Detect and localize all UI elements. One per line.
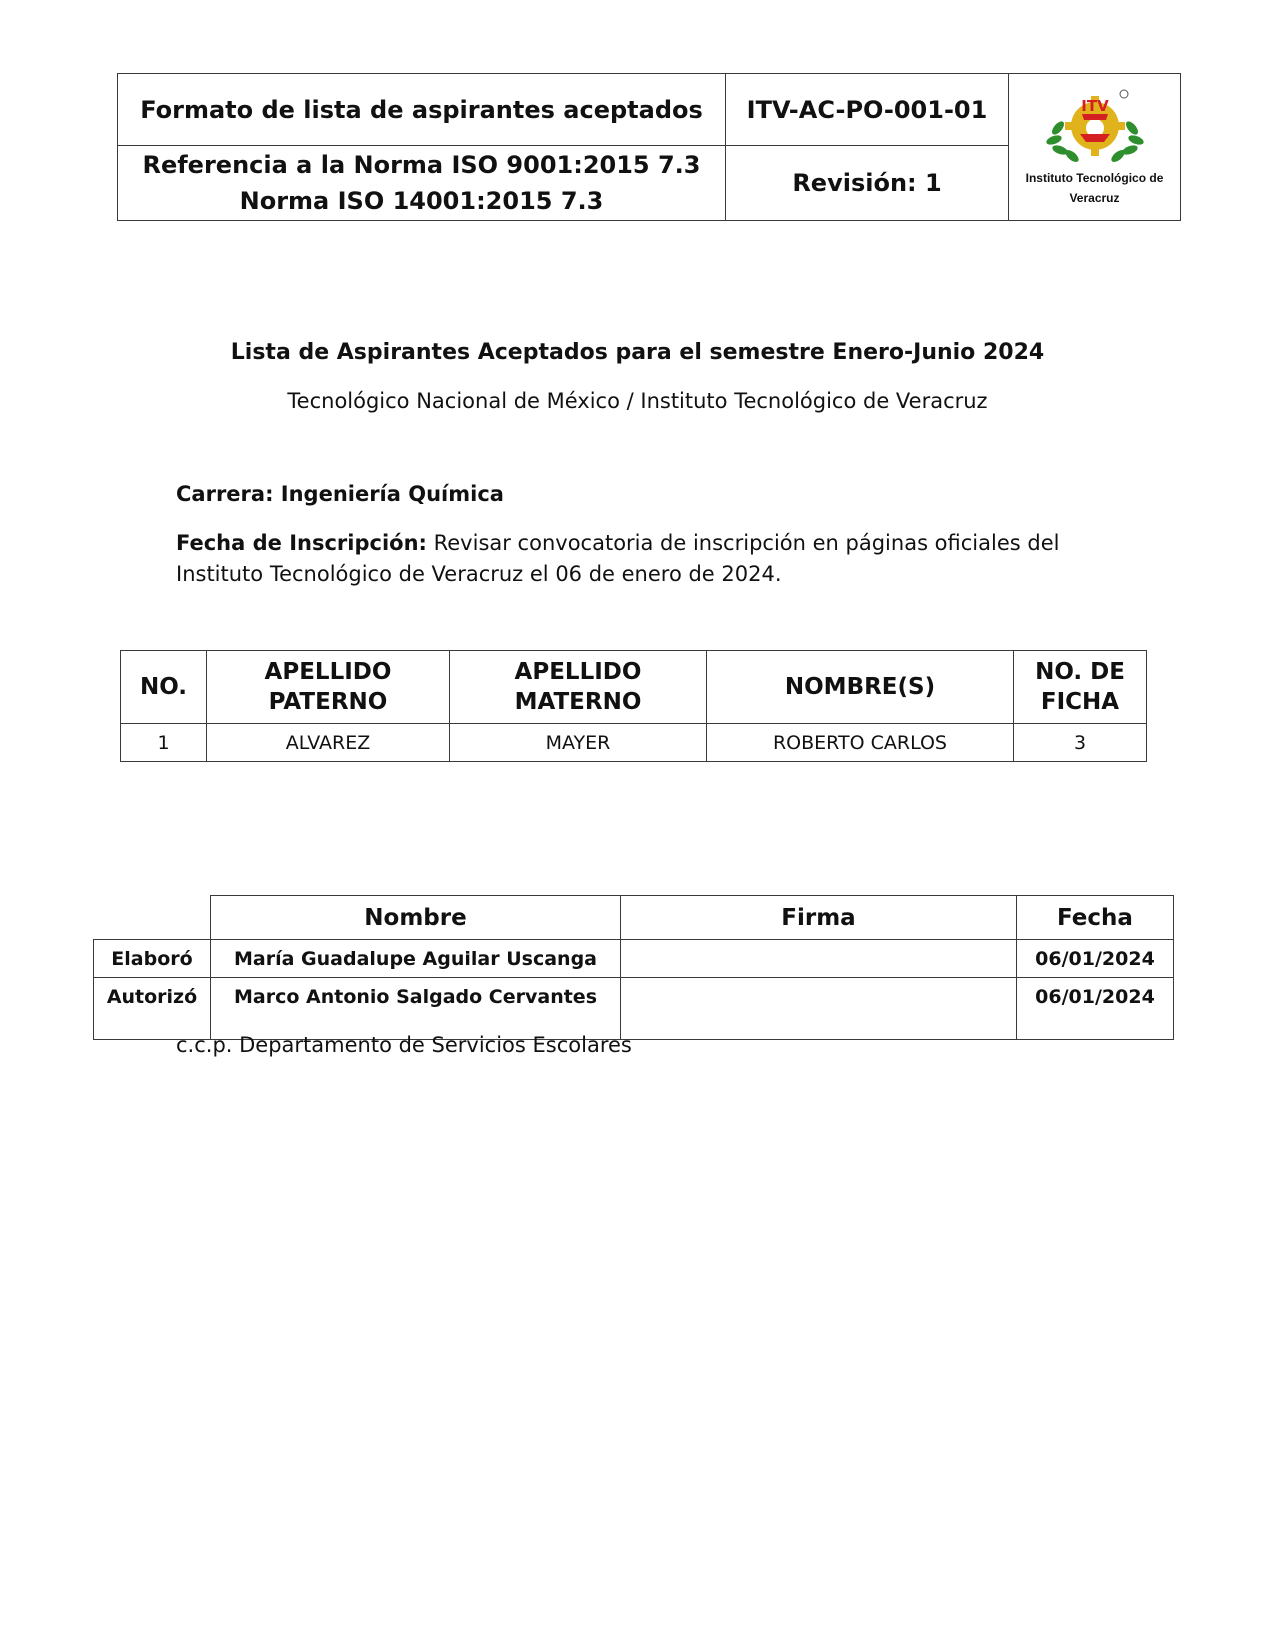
column-header: Nombre <box>211 896 621 940</box>
applicant-number: 1 <box>121 724 207 762</box>
applicants-header-row <box>121 651 1147 724</box>
logo-cell <box>1009 74 1181 221</box>
column-header: NO. <box>121 651 207 724</box>
signatures-header-row <box>94 896 1174 940</box>
document-subtitle: Tecnológico Nacional de México / Instituto Tecnológico de Veracruz <box>287 389 988 413</box>
enrollment-text: Revisar convocatoria de inscripción en páginas oficiales del Instituto Tecnológico de Veracruz el 06 de enero de 2024. <box>176 531 1060 586</box>
signature-role: Autorizó <box>94 978 211 1040</box>
signature-role: Elaboró <box>94 940 211 978</box>
column-header: APELLIDO MATERNO <box>450 651 707 724</box>
document-code: ITV-AC-PO-001-01 <box>726 74 1009 146</box>
table-row <box>94 978 1174 1040</box>
iso-reference-line-2: Norma ISO 14001:2015 7.3 <box>239 187 604 215</box>
column-header: APELLIDO PATERNO <box>207 651 450 724</box>
signature-field <box>621 940 1017 978</box>
empty-corner-cell <box>94 896 211 940</box>
signature-date: 06/01/2024 <box>1017 978 1174 1040</box>
applicants-table <box>120 650 1147 762</box>
table-row <box>121 724 1147 762</box>
applicant-maternal-surname: MAYER <box>450 724 707 762</box>
applicant-given-names: ROBERTO CARLOS <box>707 724 1014 762</box>
form-title: Formato de lista de aspirantes aceptados <box>118 74 726 146</box>
career: Carrera: Ingeniería Química <box>176 482 504 506</box>
logo-lettering: ITV <box>1080 97 1109 115</box>
column-header: Firma <box>621 896 1017 940</box>
signatory-name: Marco Antonio Salgado Cervantes <box>211 978 621 1040</box>
institute-caption: Instituto Tecnológico de Veracruz <box>1025 171 1164 205</box>
revision: Revisión: 1 <box>726 146 1009 221</box>
signatures-table <box>93 895 1174 1040</box>
applicant-ficha-number: 3 <box>1014 724 1147 762</box>
signatory-name: María Guadalupe Aguilar Uscanga <box>211 940 621 978</box>
column-header: NOMBRE(S) <box>707 651 1014 724</box>
enrollment-info <box>176 528 1096 590</box>
iso-reference <box>118 146 726 221</box>
column-header: NO. DE FICHA <box>1014 651 1147 724</box>
document-title: Lista de Aspirantes Aceptados para el semestre Enero-Junio 2024 <box>230 340 1045 365</box>
applicant-paternal-surname: ALVAREZ <box>207 724 450 762</box>
carbon-copy-note: c.c.p. Departamento de Servicios Escolares <box>176 1033 632 1057</box>
enrollment-label: Fecha de Inscripción: <box>176 531 427 555</box>
signature-field <box>621 978 1017 1040</box>
itv-logo-icon <box>1040 84 1150 162</box>
signature-date: 06/01/2024 <box>1017 940 1174 978</box>
iso-reference-line-1: Referencia a la Norma ISO 9001:2015 7.3 <box>142 151 701 179</box>
document-header-table <box>117 73 1181 221</box>
column-header: Fecha <box>1017 896 1174 940</box>
table-row <box>94 940 1174 978</box>
